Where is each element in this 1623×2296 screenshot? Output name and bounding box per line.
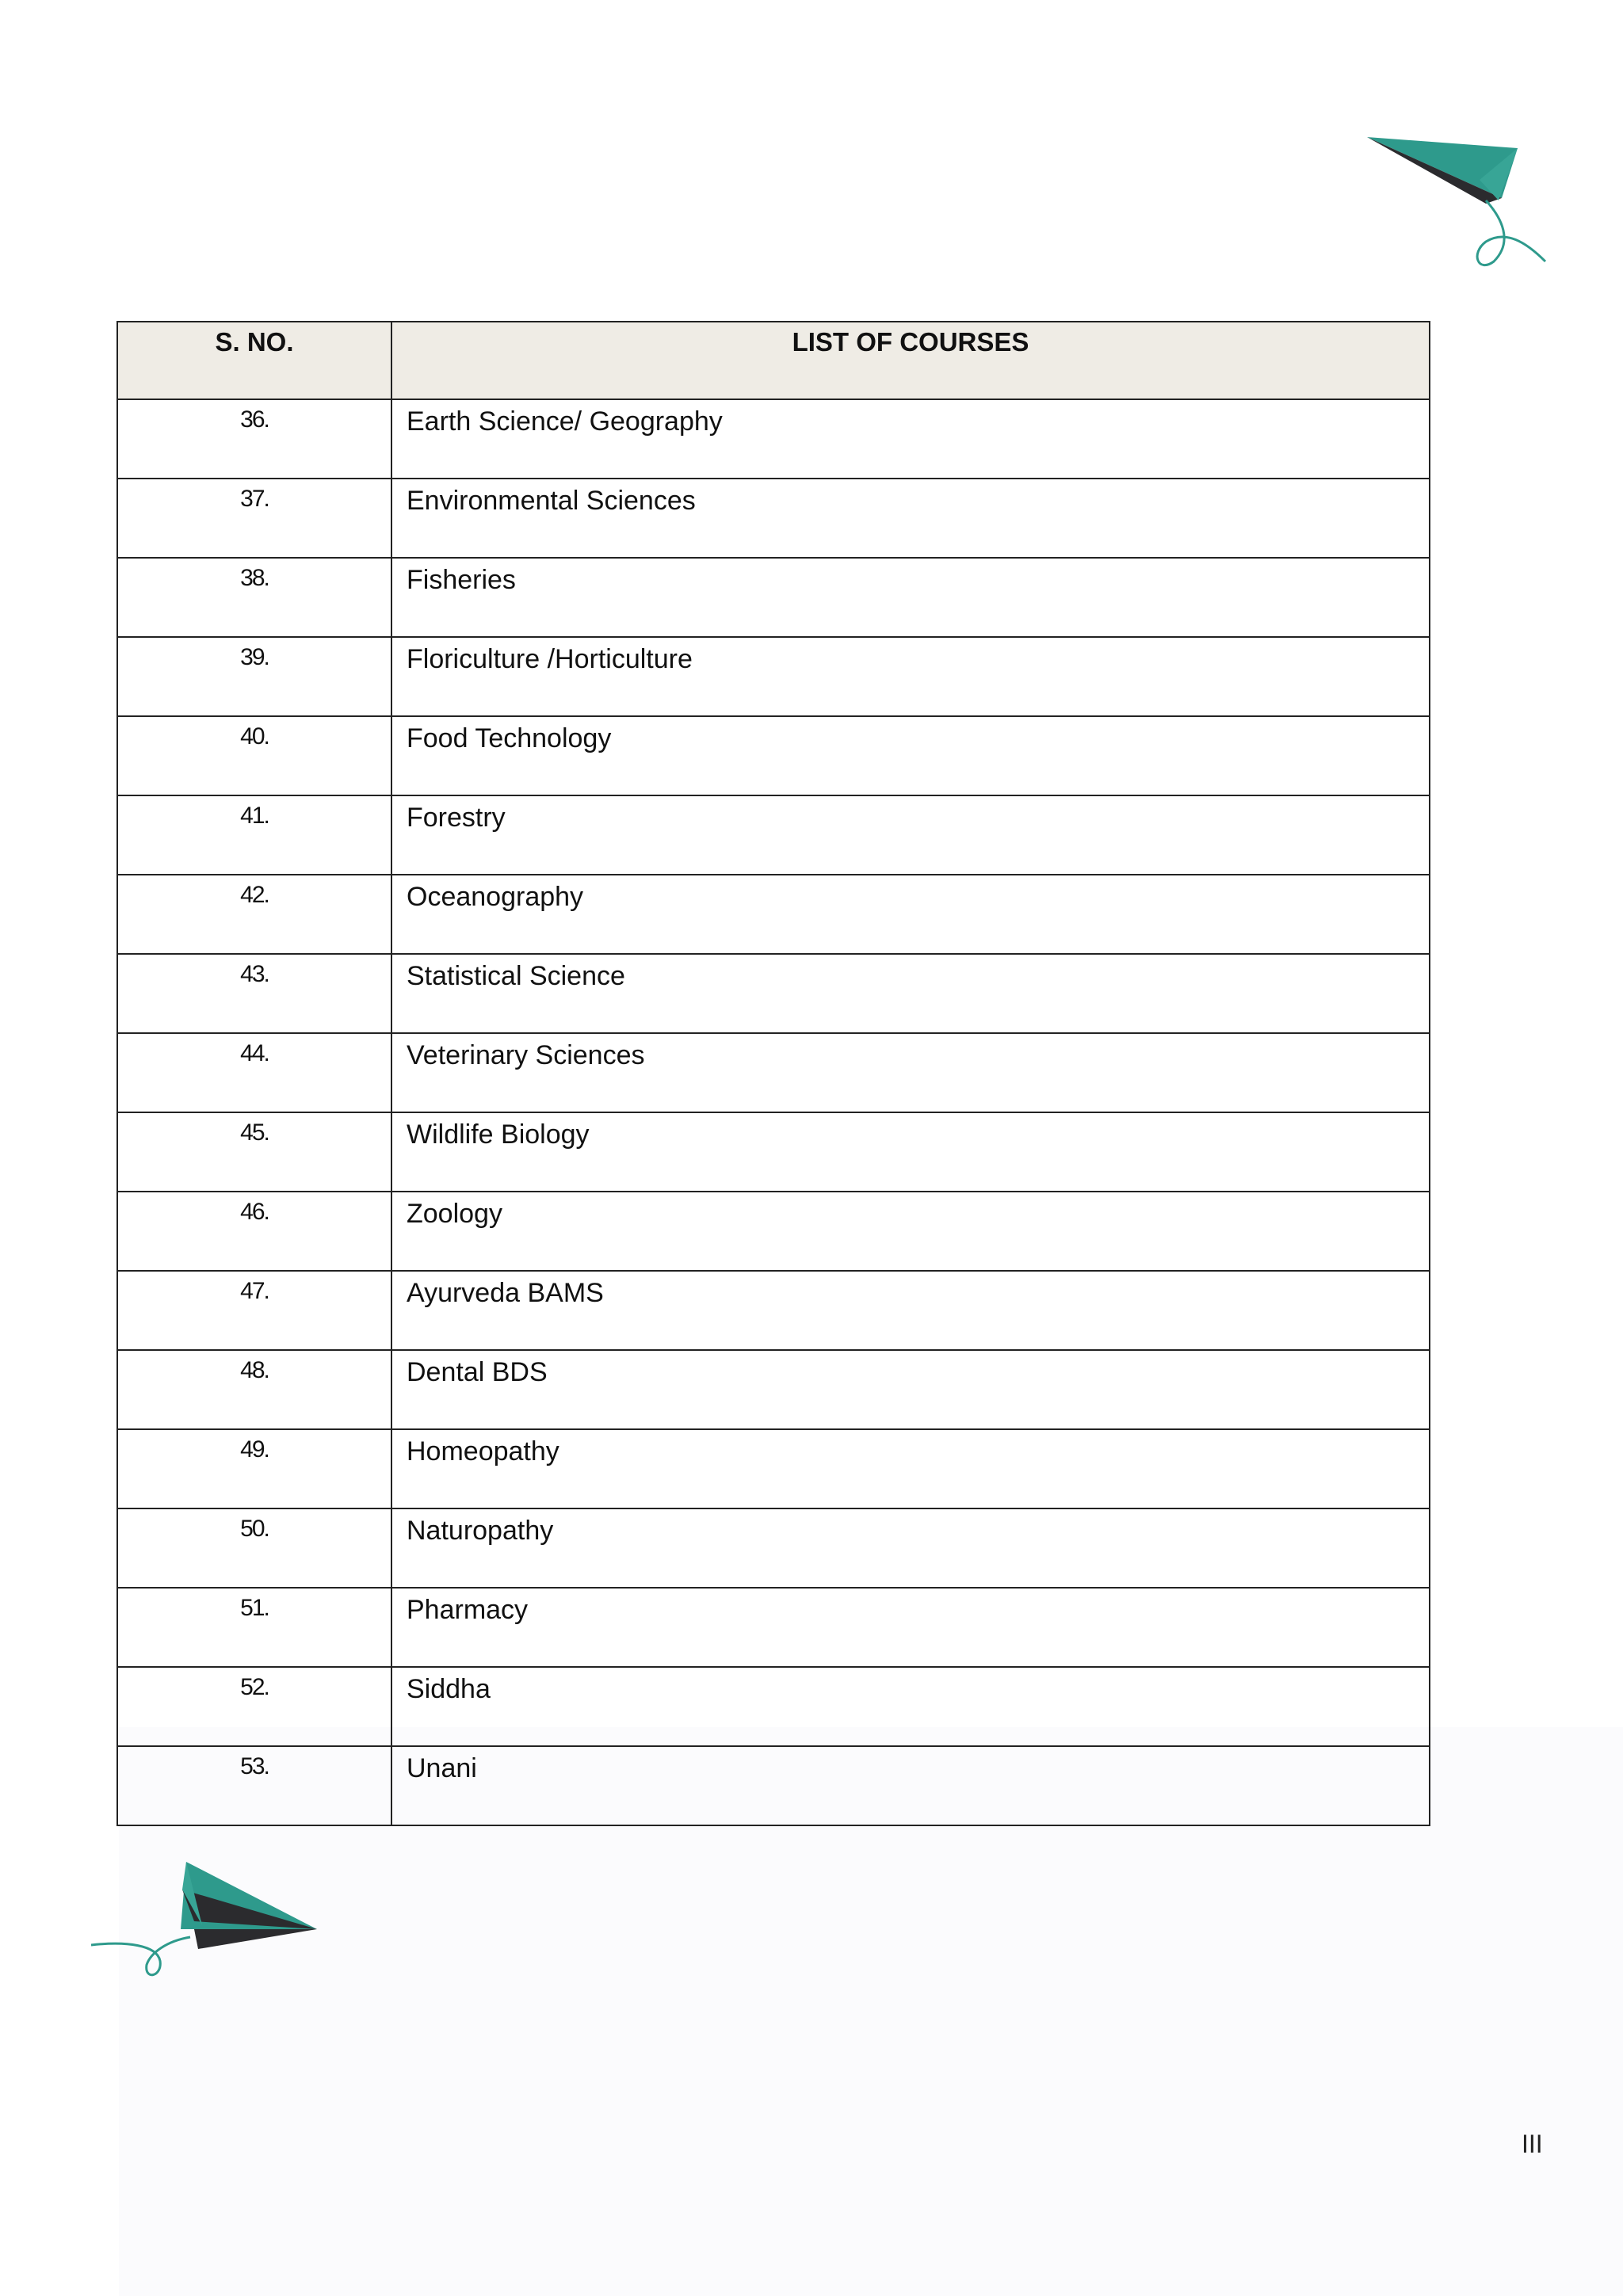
table-row [117,1271,1430,1350]
row-sno: 53. [117,1746,391,1825]
row-sno: 41. [117,795,391,875]
row-sno: 44. [117,1033,391,1112]
row-sno: 42. [117,875,391,954]
row-sno: 51. [117,1588,391,1667]
table-row [117,479,1430,558]
table-row [117,637,1430,716]
table-row [117,1112,1430,1192]
courses-table [116,321,1430,1826]
row-course: Zoology [391,1192,1430,1271]
table-row [117,795,1430,875]
row-sno: 46. [117,1192,391,1271]
row-course: Environmental Sciences [391,479,1430,558]
row-sno: 37. [117,479,391,558]
row-course: Ayurveda BAMS [391,1271,1430,1350]
row-course: Earth Science/ Geography [391,399,1430,479]
table-row [117,1192,1430,1271]
table-header-row [117,322,1430,399]
row-course: Forestry [391,795,1430,875]
row-course: Dental BDS [391,1350,1430,1429]
row-sno: 47. [117,1271,391,1350]
table-row [117,399,1430,479]
table-row [117,954,1430,1033]
row-sno: 43. [117,954,391,1033]
row-course: Floriculture /Horticulture [391,637,1430,716]
row-course: Wildlife Biology [391,1112,1430,1192]
row-course: Pharmacy [391,1588,1430,1667]
row-course: Unani [391,1746,1430,1825]
table-row [117,1667,1430,1746]
paper-plane-icon [1359,123,1549,281]
table-row [117,1588,1430,1667]
row-sno: 52. [117,1667,391,1746]
table-row [117,1508,1430,1588]
row-sno: 50. [117,1508,391,1588]
row-sno: 38. [117,558,391,637]
row-sno: 36. [117,399,391,479]
row-sno: 39. [117,637,391,716]
header-courses: LIST OF COURSES [391,322,1430,399]
page-number: III [1522,2130,1543,2158]
row-course: Siddha [391,1667,1430,1746]
row-sno: 48. [117,1350,391,1429]
row-course: Homeopathy [391,1429,1430,1508]
row-course: Statistical Science [391,954,1430,1033]
header-sno: S. NO. [117,322,391,399]
row-sno: 40. [117,716,391,795]
table-row [117,1429,1430,1508]
row-course: Fisheries [391,558,1430,637]
row-course: Veterinary Sciences [391,1033,1430,1112]
table-row [117,558,1430,637]
row-course: Naturopathy [391,1508,1430,1588]
table-row [117,875,1430,954]
row-sno: 49. [117,1429,391,1508]
table-row [117,1033,1430,1112]
row-sno: 45. [117,1112,391,1192]
table-row [117,1350,1430,1429]
table-row [117,1746,1430,1825]
table-row [117,716,1430,795]
paper-plane-icon [87,1846,325,2004]
row-course: Oceanography [391,875,1430,954]
row-course: Food Technology [391,716,1430,795]
